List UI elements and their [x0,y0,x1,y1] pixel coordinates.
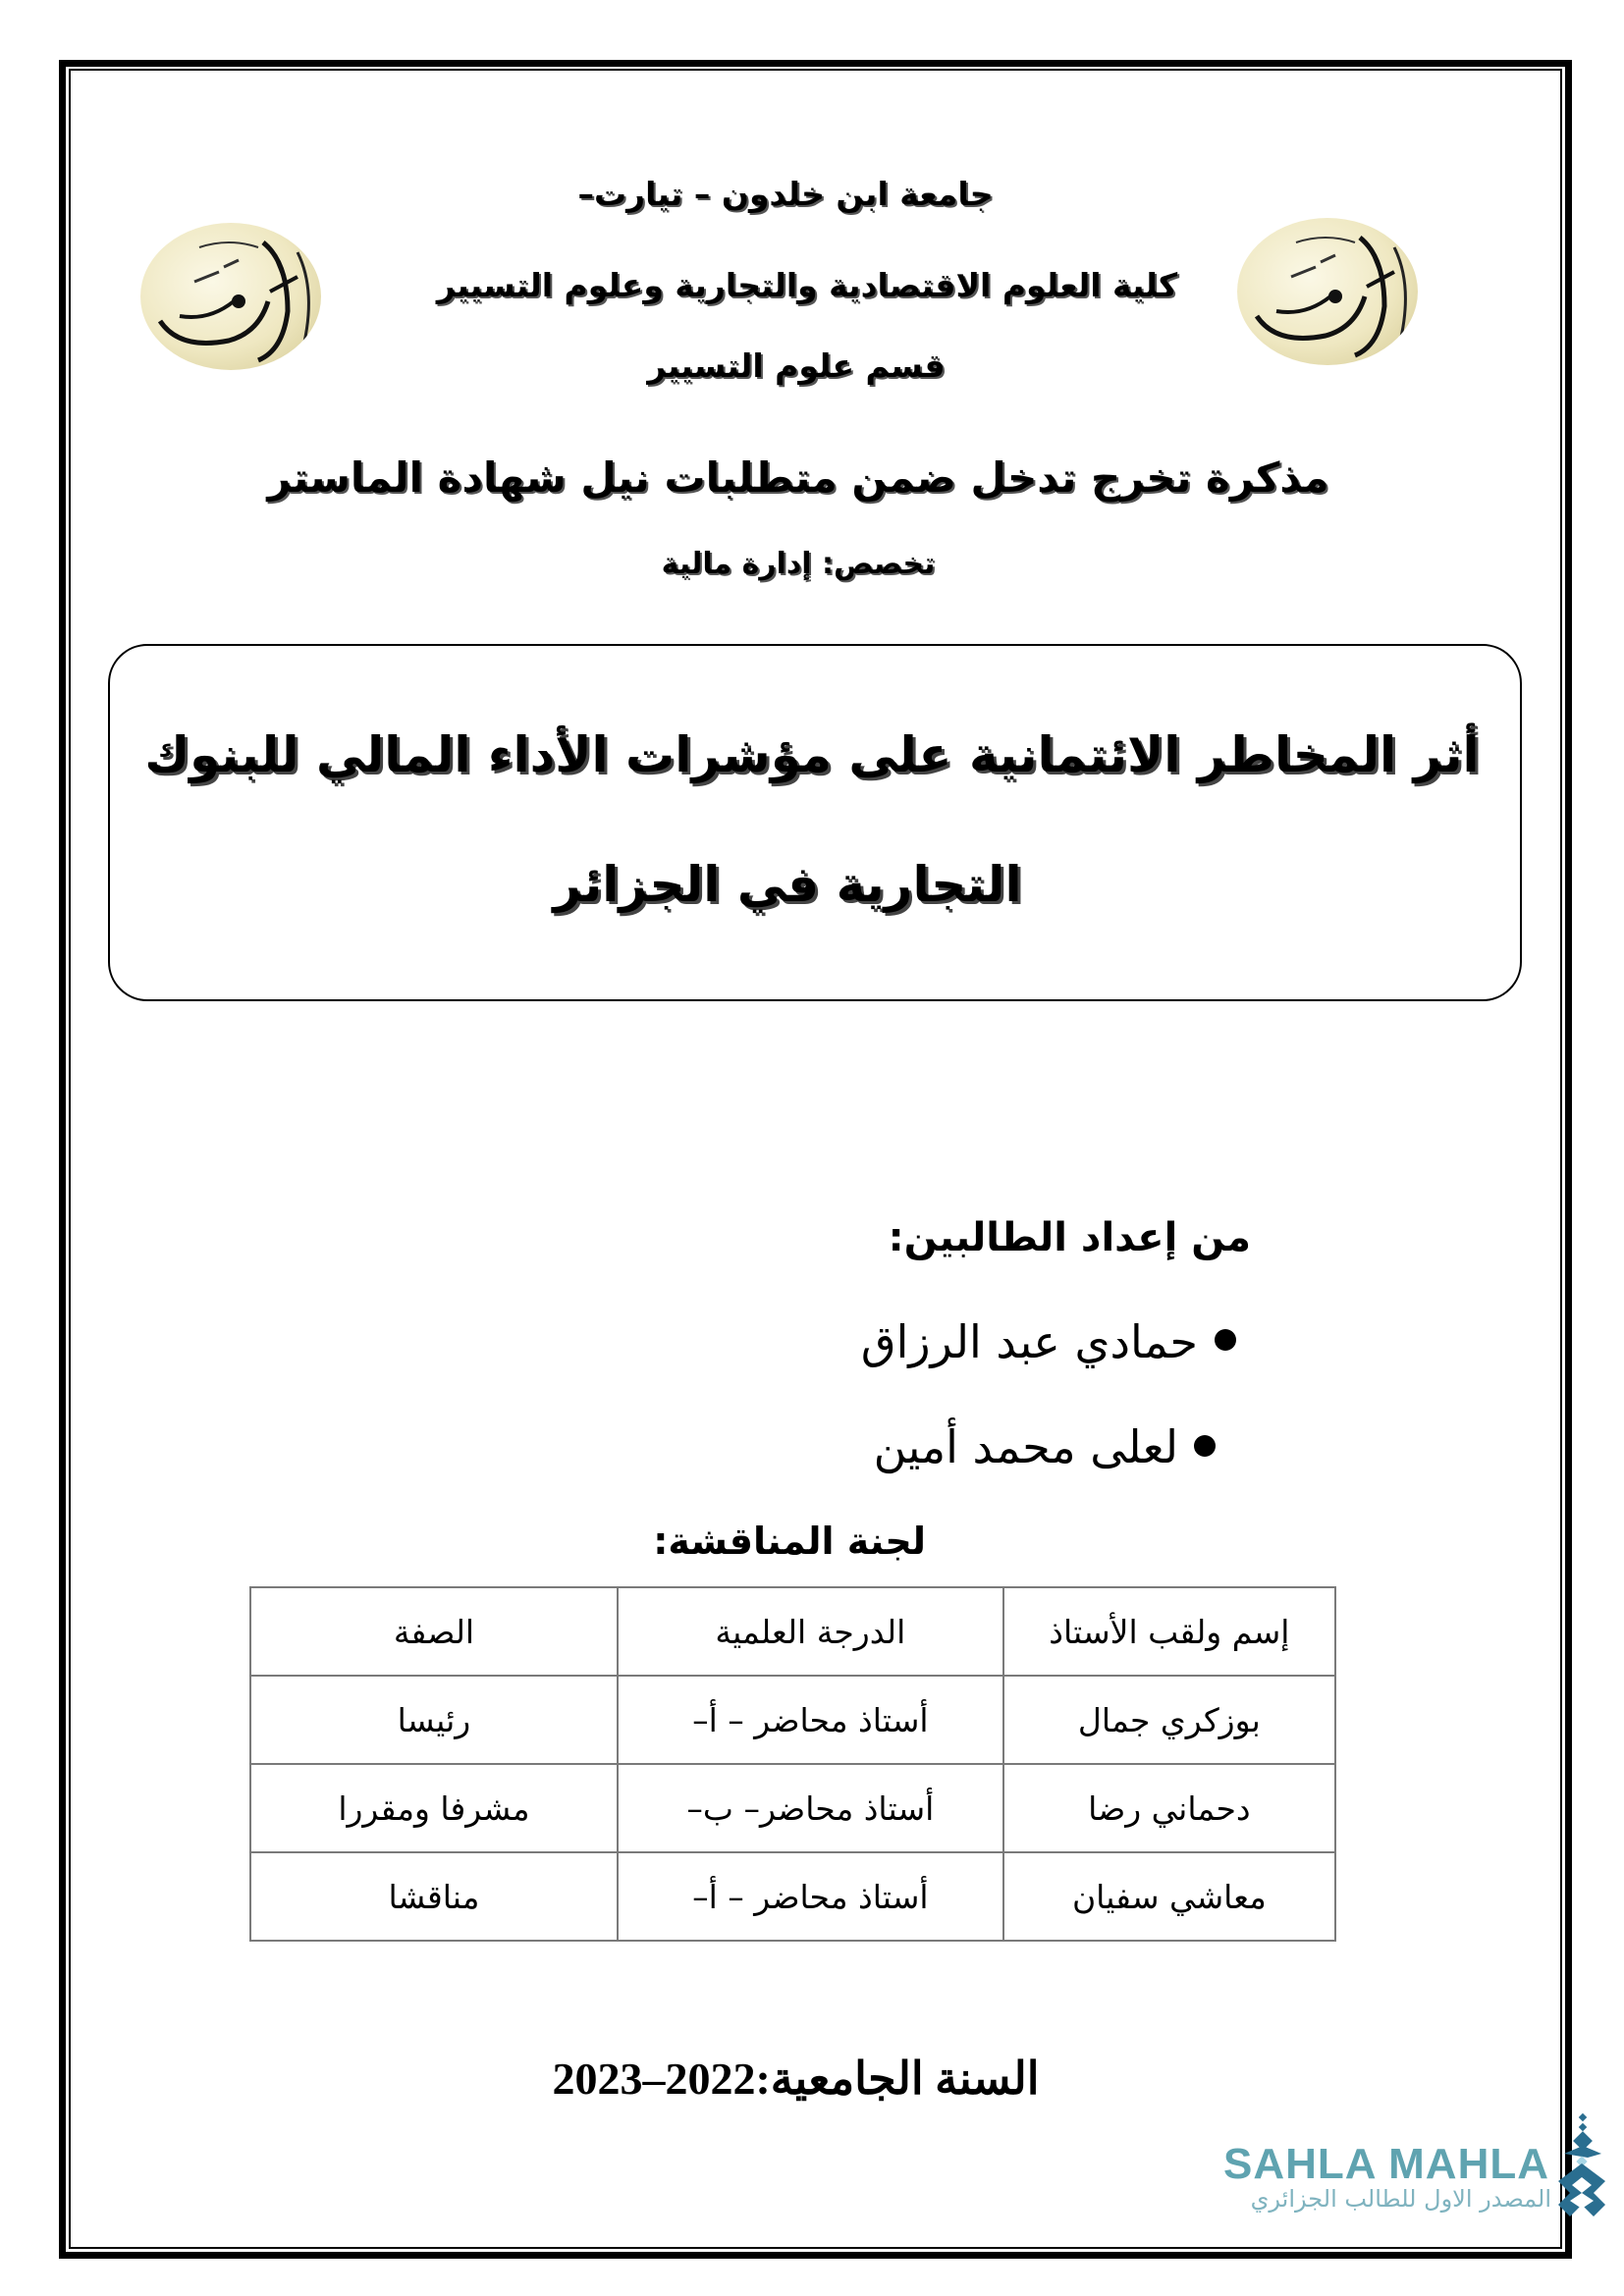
member-role: مناقشا [250,1852,618,1941]
member-role: رئيسا [250,1676,618,1764]
university-name: جامعة ابن خلدون – تيارت– [577,175,994,213]
column-header-grade: الدرجة العلمية [618,1587,1003,1676]
watermark-brand: SAHLA MAHLA [1223,2140,1549,2188]
thesis-title-line-1: أثر المخاطر الائتمانية على مؤشرات الأداء المالي للبنوك [144,726,1480,783]
faculty-name: كلية العلوم الاقتصادية والتجارية وعلوم التسيير [436,266,1178,304]
member-role: مشرفا ومقررا [250,1764,618,1852]
bullet-icon [1215,1329,1236,1351]
table-row [250,1852,1335,1941]
bullet-icon [1194,1435,1216,1457]
sahla-mahla-logo-icon [1554,2112,1617,2218]
students-heading: من إعداد الطالبين: [888,1215,1251,1260]
thesis-title-line-2: التجارية في الجزائر [553,856,1022,913]
member-name: دحماني رضا [1003,1764,1335,1852]
member-grade: أستاذ محاضر– ب– [618,1764,1003,1852]
column-header-name: إسم ولقب الأستاذ [1003,1587,1335,1676]
thesis-title-box [108,644,1522,1001]
member-name: معاشي سفيان [1003,1852,1335,1941]
thesis-type: مذكرة تخرج تدخل ضمن متطلبات نيل شهادة الماستر [267,454,1329,502]
student-name: لعلى محمد أمين [873,1420,1178,1473]
table-row [250,1676,1335,1764]
student-name: حمادي عبد الرزاق [860,1315,1198,1368]
member-grade: أستاذ محاضر – أ– [618,1676,1003,1764]
committee-table [249,1586,1336,1942]
table-row [250,1764,1335,1852]
committee-heading: لجنة المناقشة: [653,1520,926,1563]
department-name: قسم علوم التسيير [647,347,946,385]
member-grade: أستاذ محاضر – أ– [618,1852,1003,1941]
specialty: تخصص: إدارة مالية [661,547,936,581]
academic-year: السنة الجامعية:2022–2023 [552,2054,1040,2104]
member-name: بوزكري جمال [1003,1676,1335,1764]
watermark-tagline: المصدر الاول للطالب الجزائري [1250,2185,1551,2213]
table-header-row [250,1587,1335,1676]
column-header-role: الصفة [250,1587,618,1676]
